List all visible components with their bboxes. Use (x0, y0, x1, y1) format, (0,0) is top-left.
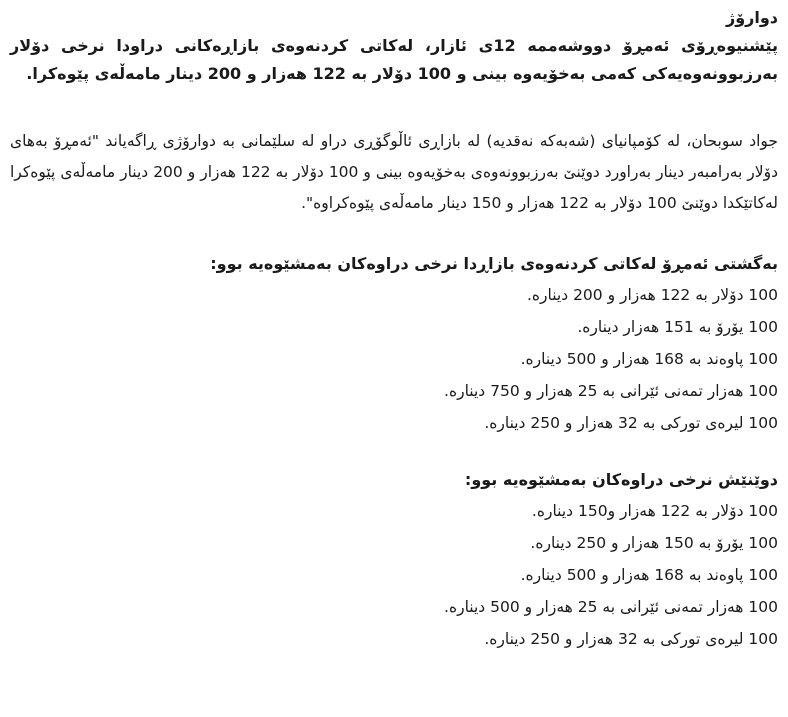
body-paragraph: جواد سوبحان، لە کۆمپانیای (شەبەکە نەقدیە) لە بازاڕی ئاڵوگۆڕی دراو لە سلێمانی بە دوارۆژی ڕاگەیاند "ئەمڕۆ بەهای دۆلار بەرامبەر دینار بەراورد دوێنێ بەرزبوونەوەی بەخۆیەوە بینی و 100 دۆلار بە 122 هەزار و 200 دینار مامەڵەی پێوەکرا لەکاتێکدا دوێنێ 100 دۆلار بە 122 هەزار و 150 دینار مامەڵەی پێوەکراوە". (10, 132, 779, 212)
today-rates-section (10, 249, 778, 439)
yesterday-rates-list (10, 495, 778, 655)
rate-item: 100 دۆلار بە 122 هەزار و150 دینارە. (531, 502, 778, 520)
yesterday-rates-section (10, 465, 778, 655)
headline-block (10, 4, 778, 88)
today-rates-title: بەگشتی ئەمڕۆ لەکاتی کردنەوەی بازاڕدا نرخی دراوەکان بەمشێوەیە بوو: (210, 254, 778, 273)
rate-item: 100 یۆرۆ بە 150 هەزار و 250 دینارە. (530, 534, 778, 552)
rate-item: 100 پاوەند بە 168 هەزار و 500 دینارە. (520, 566, 778, 584)
rate-item: 100 لیرەی تورکی بە 32 هەزار و 250 دینارە. (484, 630, 778, 648)
rate-item: 100 یۆرۆ بە 151 هەزار دینارە. (577, 318, 778, 336)
rate-item: 100 هەزار تمەنی ئێرانی بە 25 هەزار و 750 دینارە. (444, 382, 778, 400)
kicker: دوارۆژ (725, 8, 778, 27)
headline: پێشنیوەڕۆی ئەمڕۆ دووشەممە 12ی ئازار، لەکاتی کردنەوەی بازاڕەکانی دراودا نرخی دۆلار بەرزبوونەوەیەکی کەمی بەخۆیەوە بینی و 100 دۆلار بە 122 هەزار و 200 دینار مامەڵەی پێوەکرا. (10, 36, 778, 83)
rate-item: 100 هەزار تمەنی ئێرانی بە 25 هەزار و 500 دینارە. (444, 598, 778, 616)
rate-item: 100 لیرەی تورکی بە 32 هەزار و 250 دینارە. (484, 414, 778, 432)
yesterday-rates-title: دوێنێش نرخی دراوەکان بەمشێوەیە بوو: (464, 470, 778, 489)
today-rates-list (10, 279, 778, 439)
rate-item: 100 دۆلار بە 122 هەزار و 200 دینارە. (526, 286, 778, 304)
rate-item: 100 پاوەند بە 168 هەزار و 500 دینارە. (520, 350, 778, 368)
